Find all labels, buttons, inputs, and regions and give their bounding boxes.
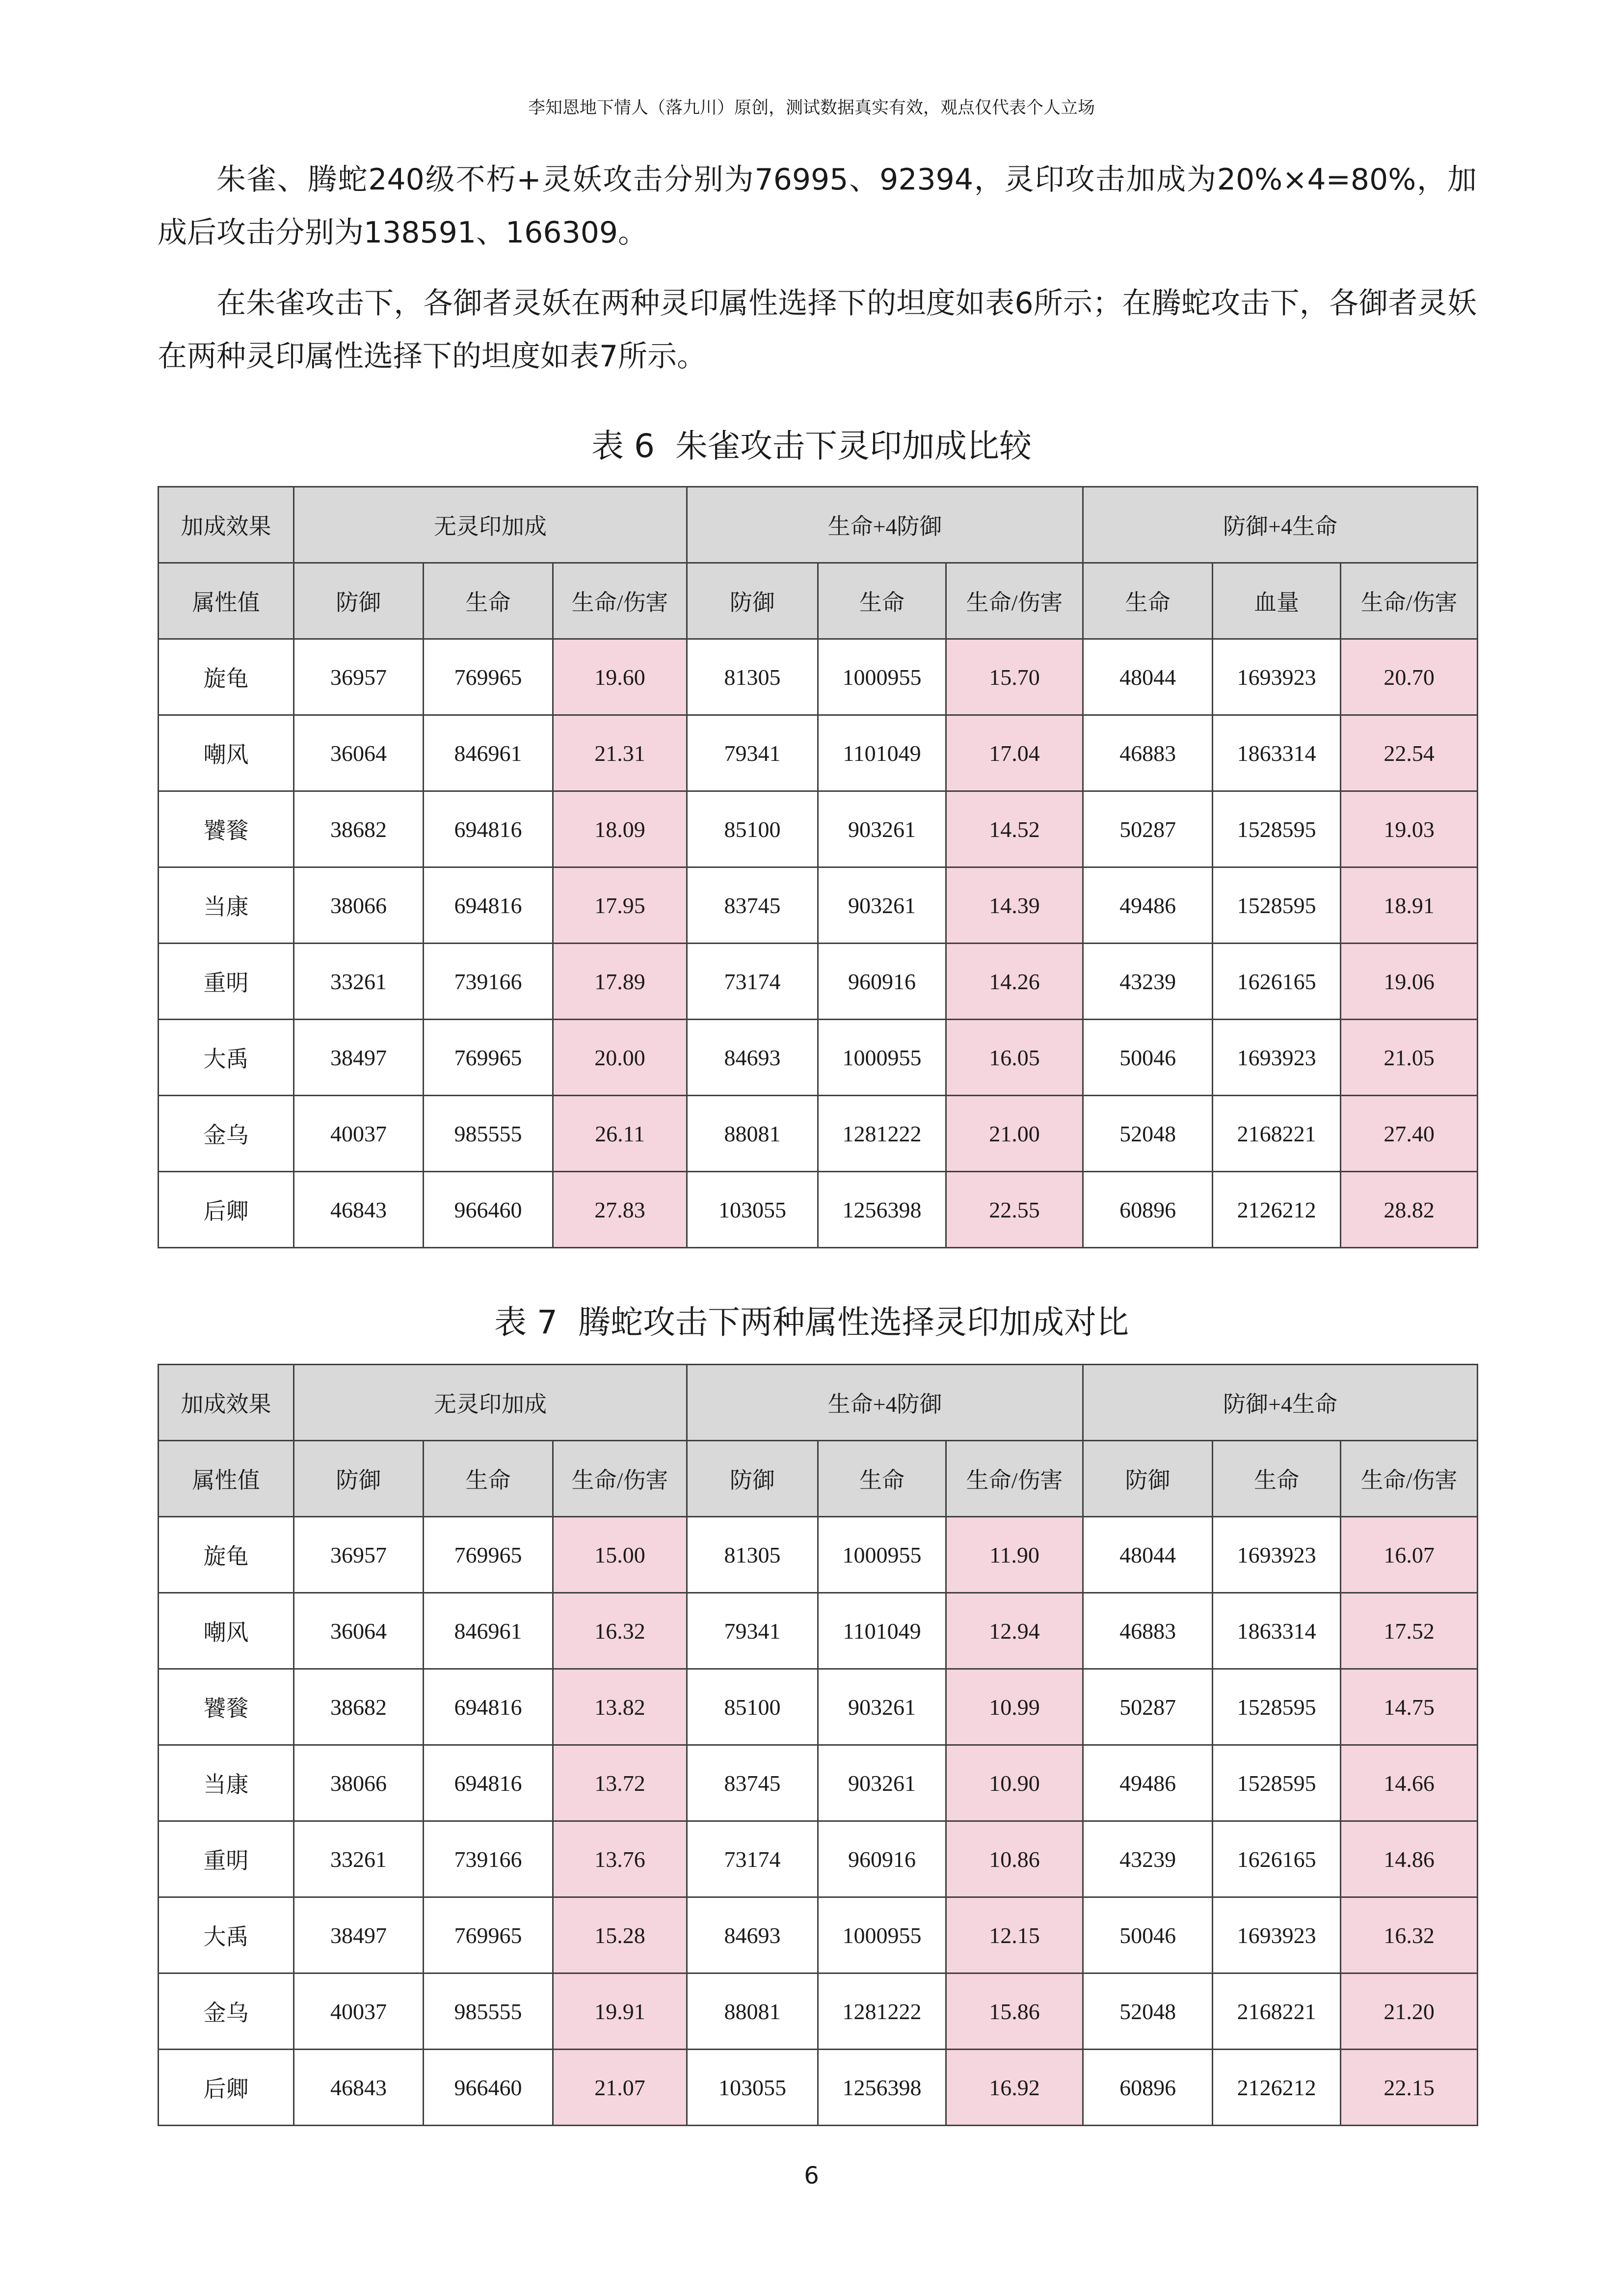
stat-value-cell: 739166 — [424, 944, 553, 1020]
sub-header-column: 生命/伤害 — [1341, 563, 1478, 639]
stat-value-cell: 769965 — [424, 1020, 553, 1096]
group-header-row — [159, 1365, 1478, 1441]
stat-value-cell: 79341 — [687, 715, 818, 791]
stat-value-cell: 50287 — [1083, 1669, 1213, 1745]
hp-damage-ratio-cell: 14.66 — [1341, 1745, 1478, 1821]
spirit-name-cell: 大禹 — [159, 1897, 294, 1973]
sub-header-column: 生命/伤害 — [1341, 1441, 1478, 1517]
stat-value-cell: 846961 — [424, 1593, 553, 1669]
stat-value-cell: 960916 — [818, 944, 946, 1020]
stat-value-cell: 1528595 — [1213, 791, 1341, 867]
table-row — [159, 1020, 1478, 1096]
stat-value-cell: 88081 — [687, 1973, 818, 2050]
hp-damage-ratio-cell: 22.54 — [1341, 715, 1478, 791]
sub-header-column: 生命 — [818, 1441, 946, 1517]
header-note: 李知恩地下情人（落九川）原创，测试数据真实有效，观点仅代表个人立场 — [528, 98, 1095, 118]
sub-header-column: 生命/伤害 — [946, 563, 1083, 639]
stat-value-cell: 1626165 — [1213, 944, 1341, 1020]
sub-header-column: 生命/伤害 — [946, 1441, 1083, 1517]
stat-value-cell: 60896 — [1083, 1172, 1213, 1248]
table-row — [159, 791, 1478, 867]
table-row — [159, 1593, 1478, 1669]
stat-value-cell: 1693923 — [1213, 1020, 1341, 1096]
stat-value-cell: 79341 — [687, 1593, 818, 1669]
hp-damage-ratio-cell: 16.05 — [946, 1020, 1083, 1096]
hp-damage-ratio-cell: 27.83 — [553, 1172, 687, 1248]
hp-damage-ratio-cell: 13.76 — [553, 1821, 687, 1897]
hp-damage-ratio-cell: 16.32 — [1341, 1897, 1478, 1973]
stat-value-cell: 694816 — [424, 791, 553, 867]
stat-value-cell: 50046 — [1083, 1897, 1213, 1973]
stat-value-cell: 846961 — [424, 715, 553, 791]
corner-header: 加成效果 — [159, 487, 294, 563]
sub-header-column: 防御 — [687, 1441, 818, 1517]
stat-value-cell: 966460 — [424, 1172, 553, 1248]
stat-value-cell: 1863314 — [1213, 1593, 1341, 1669]
stat-value-cell: 985555 — [424, 1096, 553, 1172]
stat-value-cell: 84693 — [687, 1897, 818, 1973]
stat-value-cell: 40037 — [294, 1973, 424, 2050]
spirit-name-cell: 饕餮 — [159, 791, 294, 867]
table-row — [159, 639, 1478, 715]
table-row — [159, 1096, 1478, 1172]
hp-damage-ratio-cell: 16.32 — [553, 1593, 687, 1669]
stat-value-cell: 33261 — [294, 944, 424, 1020]
stat-value-cell: 40037 — [294, 1096, 424, 1172]
hp-damage-ratio-cell: 14.86 — [1341, 1821, 1478, 1897]
hp-damage-ratio-cell: 16.92 — [946, 2050, 1083, 2126]
hp-damage-ratio-cell: 17.95 — [553, 867, 687, 944]
hp-damage-ratio-cell: 17.52 — [1341, 1593, 1478, 1669]
spirit-name-cell: 嘲风 — [159, 1593, 294, 1669]
spirit-name-cell: 当康 — [159, 867, 294, 944]
hp-damage-ratio-cell: 26.11 — [553, 1096, 687, 1172]
hp-damage-ratio-cell: 16.07 — [1341, 1517, 1478, 1593]
hp-damage-ratio-cell: 19.06 — [1341, 944, 1478, 1020]
hp-damage-ratio-cell: 15.00 — [553, 1517, 687, 1593]
stat-value-cell: 903261 — [818, 791, 946, 867]
stat-value-cell: 38682 — [294, 1669, 424, 1745]
stat-value-cell: 903261 — [818, 1669, 946, 1745]
hp-damage-ratio-cell: 12.15 — [946, 1897, 1083, 1973]
stat-value-cell: 739166 — [424, 1821, 553, 1897]
stat-value-cell: 46843 — [294, 2050, 424, 2126]
table-tengshe-attack — [158, 1364, 1478, 2126]
hp-damage-ratio-cell: 21.07 — [553, 2050, 687, 2126]
stat-value-cell: 49486 — [1083, 1745, 1213, 1821]
table-title: 表 6 朱雀攻击下灵印加成比较 — [591, 427, 1032, 465]
stat-value-cell: 43239 — [1083, 1821, 1213, 1897]
table-row — [159, 944, 1478, 1020]
hp-damage-ratio-cell: 12.94 — [946, 1593, 1083, 1669]
spirit-name-cell: 后卿 — [159, 1172, 294, 1248]
stat-value-cell: 1693923 — [1213, 1897, 1341, 1973]
group-header-no-bonus: 无灵印加成 — [294, 487, 687, 563]
stat-value-cell: 83745 — [687, 1745, 818, 1821]
hp-damage-ratio-cell: 11.90 — [946, 1517, 1083, 1593]
sub-header-column: 生命/伤害 — [553, 563, 687, 639]
spirit-name-cell: 当康 — [159, 1745, 294, 1821]
stat-value-cell: 38497 — [294, 1020, 424, 1096]
stat-value-cell: 1000955 — [818, 1517, 946, 1593]
stat-value-cell: 50046 — [1083, 1020, 1213, 1096]
stat-value-cell: 36064 — [294, 715, 424, 791]
stat-value-cell: 694816 — [424, 1669, 553, 1745]
hp-damage-ratio-cell: 21.00 — [946, 1096, 1083, 1172]
table-row — [159, 1897, 1478, 1973]
table-title: 表 7 腾蛇攻击下两种属性选择灵印加成对比 — [494, 1303, 1129, 1341]
hp-damage-ratio-cell: 17.04 — [946, 715, 1083, 791]
stat-value-cell: 769965 — [424, 639, 553, 715]
stat-value-cell: 903261 — [818, 1745, 946, 1821]
stat-value-cell: 38497 — [294, 1897, 424, 1973]
stat-value-cell: 2126212 — [1213, 2050, 1341, 2126]
body-paragraph: 在朱雀攻击下，各御者灵妖在两种灵印属性选择下的坦度如表6所示；在腾蛇攻击下，各御者灵妖在两种灵印属性选择下的坦度如表7所示。 — [158, 286, 1477, 374]
sub-header-column: 防御 — [294, 563, 424, 639]
hp-damage-ratio-cell: 14.75 — [1341, 1669, 1478, 1745]
stat-value-cell: 36957 — [294, 1517, 424, 1593]
table-row — [159, 715, 1478, 791]
stat-value-cell: 33261 — [294, 1821, 424, 1897]
hp-damage-ratio-cell: 18.09 — [553, 791, 687, 867]
stat-value-cell: 694816 — [424, 867, 553, 944]
hp-damage-ratio-cell: 27.40 — [1341, 1096, 1478, 1172]
stat-value-cell: 48044 — [1083, 1517, 1213, 1593]
stat-value-cell: 103055 — [687, 1172, 818, 1248]
stat-value-cell: 38066 — [294, 1745, 424, 1821]
table-row — [159, 1973, 1478, 2050]
stat-value-cell: 88081 — [687, 1096, 818, 1172]
stat-value-cell: 1000955 — [818, 1020, 946, 1096]
stat-value-cell: 48044 — [1083, 639, 1213, 715]
sub-header-column: 生命 — [424, 563, 553, 639]
hp-damage-ratio-cell: 10.99 — [946, 1669, 1083, 1745]
stat-value-cell: 1863314 — [1213, 715, 1341, 791]
sub-header-column: 血量 — [1213, 563, 1341, 639]
stat-value-cell: 1281222 — [818, 1096, 946, 1172]
stat-value-cell: 960916 — [818, 1821, 946, 1897]
stat-value-cell: 36064 — [294, 1593, 424, 1669]
spirit-name-cell: 大禹 — [159, 1020, 294, 1096]
stat-value-cell: 81305 — [687, 639, 818, 715]
spirit-name-cell: 重明 — [159, 944, 294, 1020]
hp-damage-ratio-cell: 28.82 — [1341, 1172, 1478, 1248]
sub-header-row — [159, 563, 1478, 639]
group-header-defense-plus-hp: 防御+4生命 — [1083, 1365, 1478, 1441]
stat-value-cell: 52048 — [1083, 1096, 1213, 1172]
hp-damage-ratio-cell: 13.72 — [553, 1745, 687, 1821]
table-row — [159, 2050, 1478, 2126]
sub-header-column: 防御 — [1083, 1441, 1213, 1517]
table-row — [159, 867, 1478, 944]
sub-header-row — [159, 1441, 1478, 1517]
body-paragraph: 朱雀、腾蛇240级不朽+灵妖攻击分别为76995、92394，灵印攻击加成为20%×4=80%，加成后攻击分别为138591、166309。 — [158, 162, 1477, 250]
hp-damage-ratio-cell: 14.52 — [946, 791, 1083, 867]
group-header-row — [159, 487, 1478, 563]
hp-damage-ratio-cell: 10.86 — [946, 1821, 1083, 1897]
stat-value-cell: 1281222 — [818, 1973, 946, 2050]
stat-value-cell: 2126212 — [1213, 1172, 1341, 1248]
table-row — [159, 1821, 1478, 1897]
hp-damage-ratio-cell: 13.82 — [553, 1669, 687, 1745]
hp-damage-ratio-cell: 21.31 — [553, 715, 687, 791]
stat-value-cell: 46843 — [294, 1172, 424, 1248]
sub-header-column: 生命 — [1083, 563, 1213, 639]
stat-value-cell: 46883 — [1083, 1593, 1213, 1669]
stat-value-cell: 769965 — [424, 1897, 553, 1973]
hp-damage-ratio-cell: 19.91 — [553, 1973, 687, 2050]
stat-value-cell: 60896 — [1083, 2050, 1213, 2126]
sub-header-column: 防御 — [687, 563, 818, 639]
hp-damage-ratio-cell: 14.26 — [946, 944, 1083, 1020]
stat-value-cell: 36957 — [294, 639, 424, 715]
stat-value-cell: 85100 — [687, 1669, 818, 1745]
hp-damage-ratio-cell: 20.70 — [1341, 639, 1478, 715]
group-header-hp-plus-defense: 生命+4防御 — [687, 1365, 1083, 1441]
hp-damage-ratio-cell: 15.86 — [946, 1973, 1083, 2050]
hp-damage-ratio-cell: 19.03 — [1341, 791, 1478, 867]
stat-value-cell: 85100 — [687, 791, 818, 867]
stat-value-cell: 694816 — [424, 1745, 553, 1821]
sub-header-column: 防御 — [294, 1441, 424, 1517]
stat-value-cell: 1000955 — [818, 639, 946, 715]
spirit-name-cell: 饕餮 — [159, 1669, 294, 1745]
stat-value-cell: 2168221 — [1213, 1096, 1341, 1172]
sub-header-attribute: 属性值 — [159, 1441, 294, 1517]
stat-value-cell: 2168221 — [1213, 1973, 1341, 2050]
sub-header-column: 生命 — [424, 1441, 553, 1517]
stat-value-cell: 966460 — [424, 2050, 553, 2126]
stat-value-cell: 1101049 — [818, 715, 946, 791]
stat-value-cell: 1528595 — [1213, 1745, 1341, 1821]
hp-damage-ratio-cell: 22.55 — [946, 1172, 1083, 1248]
table-row — [159, 1172, 1478, 1248]
hp-damage-ratio-cell: 14.39 — [946, 867, 1083, 944]
stat-value-cell: 43239 — [1083, 944, 1213, 1020]
hp-damage-ratio-cell: 20.00 — [553, 1020, 687, 1096]
hp-damage-ratio-cell: 15.28 — [553, 1897, 687, 1973]
hp-damage-ratio-cell: 15.70 — [946, 639, 1083, 715]
spirit-name-cell: 金乌 — [159, 1973, 294, 2050]
spirit-name-cell: 后卿 — [159, 2050, 294, 2126]
group-header-no-bonus: 无灵印加成 — [294, 1365, 687, 1441]
table-body — [159, 639, 1478, 1248]
hp-damage-ratio-cell: 19.60 — [553, 639, 687, 715]
stat-value-cell: 83745 — [687, 867, 818, 944]
page-number: 6 — [804, 2162, 819, 2189]
hp-damage-ratio-cell: 17.89 — [553, 944, 687, 1020]
spirit-name-cell: 旋龟 — [159, 1517, 294, 1593]
stat-value-cell: 1528595 — [1213, 1669, 1341, 1745]
stat-value-cell: 73174 — [687, 1821, 818, 1897]
stat-value-cell: 1101049 — [818, 1593, 946, 1669]
hp-damage-ratio-cell: 21.05 — [1341, 1020, 1478, 1096]
sub-header-column: 生命/伤害 — [553, 1441, 687, 1517]
table-body — [159, 1517, 1478, 2126]
table-row — [159, 1669, 1478, 1745]
stat-value-cell: 769965 — [424, 1517, 553, 1593]
table-row — [159, 1745, 1478, 1821]
table-zhuque-attack — [158, 486, 1478, 1248]
spirit-name-cell: 重明 — [159, 1821, 294, 1897]
stat-value-cell: 38682 — [294, 791, 424, 867]
spirit-name-cell: 嘲风 — [159, 715, 294, 791]
hp-damage-ratio-cell: 21.20 — [1341, 1973, 1478, 2050]
spirit-name-cell: 金乌 — [159, 1096, 294, 1172]
sub-header-column: 生命 — [818, 563, 946, 639]
stat-value-cell: 1626165 — [1213, 1821, 1341, 1897]
spirit-name-cell: 旋龟 — [159, 639, 294, 715]
stat-value-cell: 46883 — [1083, 715, 1213, 791]
stat-value-cell: 1693923 — [1213, 639, 1341, 715]
sub-header-attribute: 属性值 — [159, 563, 294, 639]
stat-value-cell: 52048 — [1083, 1973, 1213, 2050]
stat-value-cell: 38066 — [294, 867, 424, 944]
group-header-hp-plus-defense: 生命+4防御 — [687, 487, 1083, 563]
stat-value-cell: 103055 — [687, 2050, 818, 2126]
corner-header: 加成效果 — [159, 1365, 294, 1441]
stat-value-cell: 84693 — [687, 1020, 818, 1096]
sub-header-column: 生命 — [1213, 1441, 1341, 1517]
stat-value-cell: 985555 — [424, 1973, 553, 2050]
stat-value-cell: 1528595 — [1213, 867, 1341, 944]
stat-value-cell: 1000955 — [818, 1897, 946, 1973]
stat-value-cell: 903261 — [818, 867, 946, 944]
stat-value-cell: 73174 — [687, 944, 818, 1020]
stat-value-cell: 1693923 — [1213, 1517, 1341, 1593]
stat-value-cell: 49486 — [1083, 867, 1213, 944]
stat-value-cell: 50287 — [1083, 791, 1213, 867]
hp-damage-ratio-cell: 22.15 — [1341, 2050, 1478, 2126]
group-header-defense-plus-hp: 防御+4生命 — [1083, 487, 1478, 563]
hp-damage-ratio-cell: 18.91 — [1341, 867, 1478, 944]
table-row — [159, 1517, 1478, 1593]
stat-value-cell: 1256398 — [818, 2050, 946, 2126]
stat-value-cell: 81305 — [687, 1517, 818, 1593]
hp-damage-ratio-cell: 10.90 — [946, 1745, 1083, 1821]
stat-value-cell: 1256398 — [818, 1172, 946, 1248]
